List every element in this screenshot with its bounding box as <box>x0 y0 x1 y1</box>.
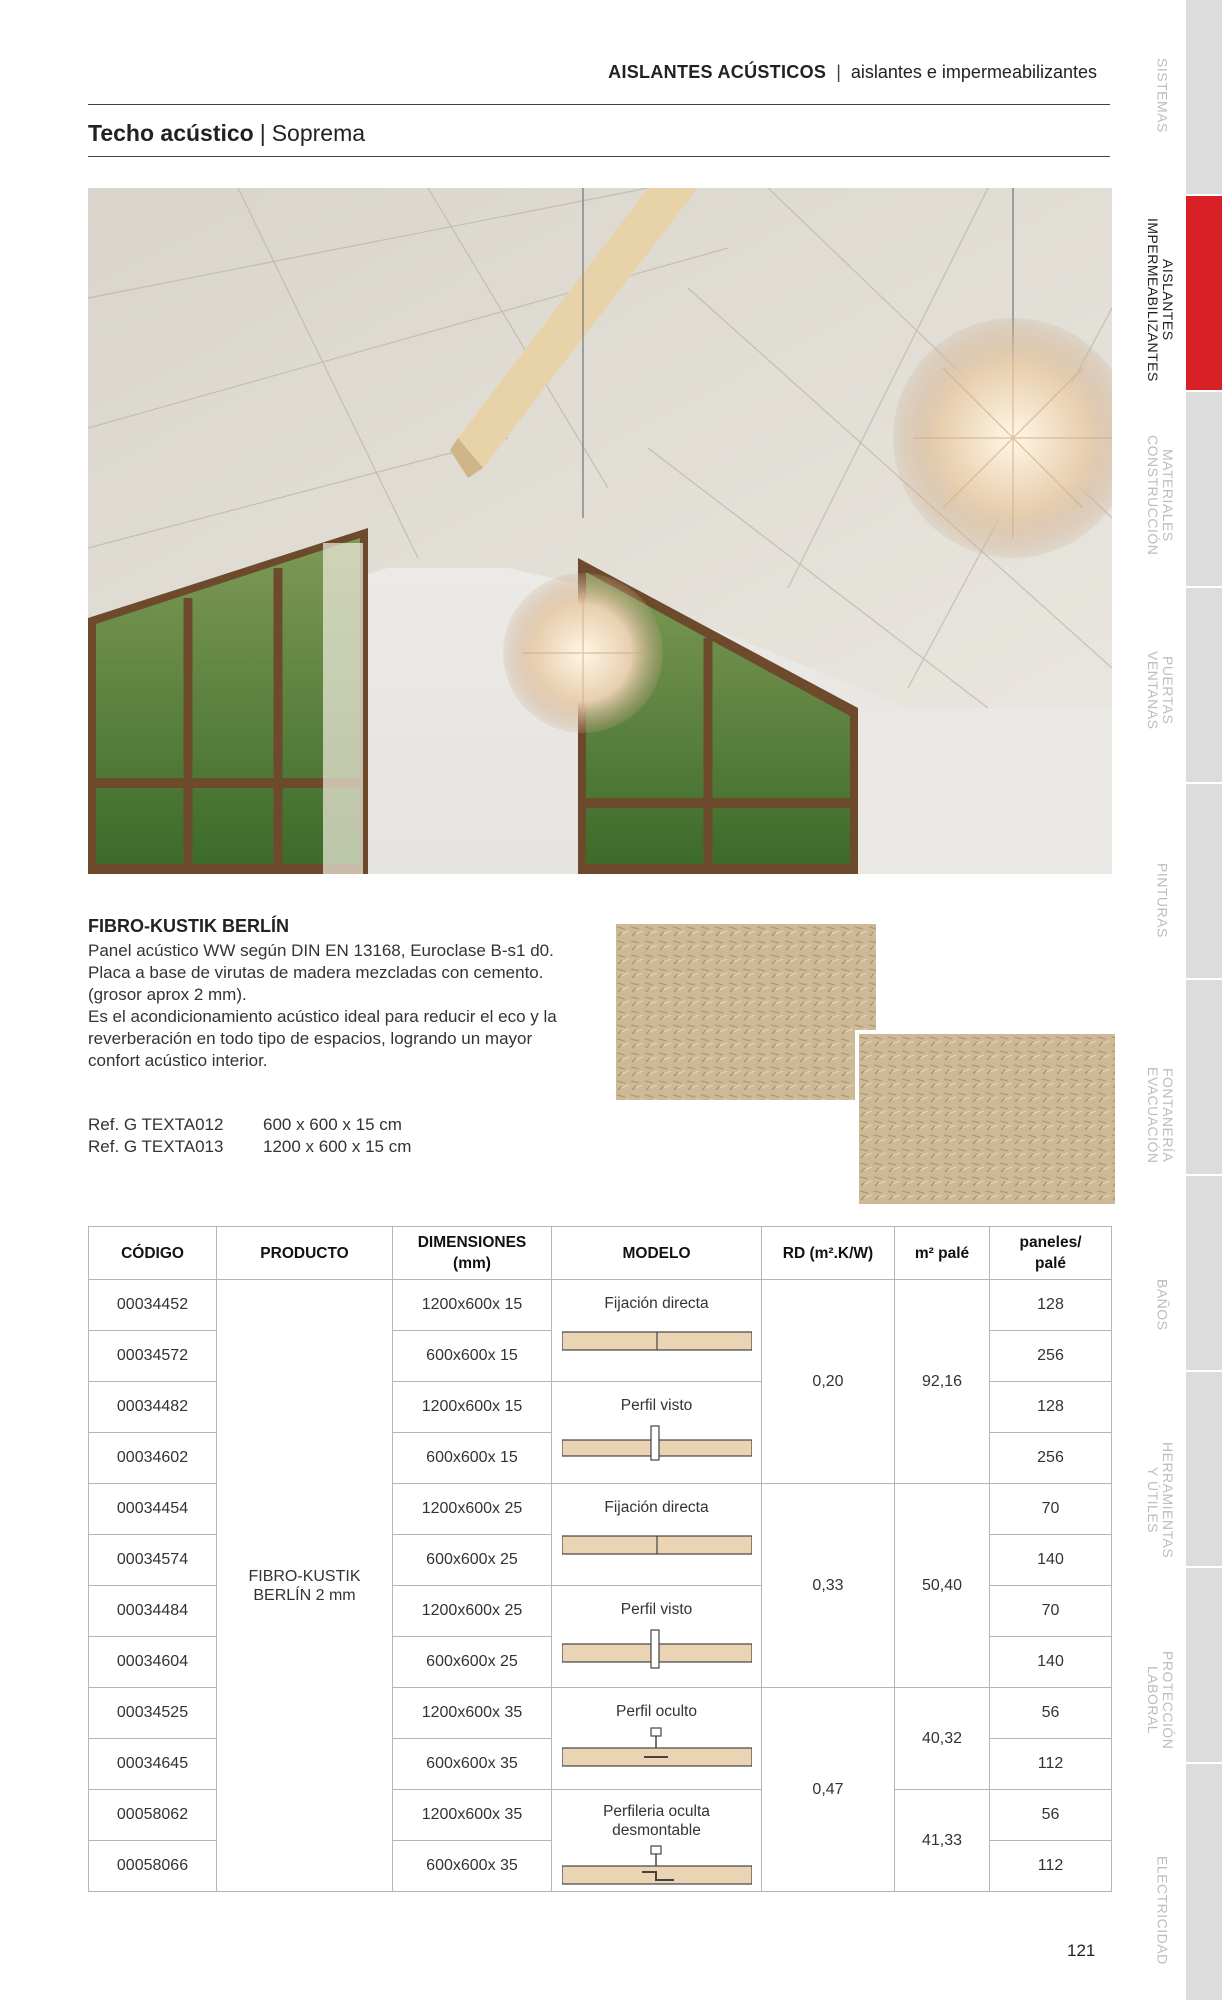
side-tab-materiales[interactable] <box>1186 392 1222 586</box>
model-cell-fijacion-directa <box>552 1484 762 1586</box>
code-cell: 00034484 <box>89 1586 217 1637</box>
rd-cell: 0,33 <box>762 1484 895 1688</box>
dims-cell: 1200x600x 25 <box>393 1586 552 1637</box>
title-divider <box>88 156 1110 157</box>
code-cell: 00058062 <box>89 1790 217 1841</box>
m2-cell: 50,40 <box>895 1484 990 1688</box>
side-label-herramientas[interactable]: HERRAMIENTAS Y ÚTILES <box>1145 1441 1176 1559</box>
model-cell-perfil-visto <box>552 1382 762 1484</box>
hero-room-image <box>88 188 1112 874</box>
side-label-electricidad[interactable]: ELECTRICIDAD <box>1154 1855 1171 1965</box>
side-tab-puertas[interactable] <box>1186 588 1222 782</box>
side-tab-electricidad[interactable] <box>1186 1764 1222 2000</box>
panels-cell: 128 <box>990 1280 1112 1331</box>
panels-cell: 256 <box>990 1433 1112 1484</box>
dims-cell: 1200x600x 35 <box>393 1790 552 1841</box>
panels-cell: 70 <box>990 1484 1112 1535</box>
separator: | <box>836 62 841 82</box>
side-tab-herramientas[interactable] <box>1186 1372 1222 1566</box>
model-cell-fijacion-directa <box>552 1280 762 1382</box>
perfil-visto-diagram <box>562 1626 752 1670</box>
dims-cell: 1200x600x 15 <box>393 1280 552 1331</box>
perfil-visto-diagram <box>562 1422 752 1462</box>
dims-cell: 1200x600x 35 <box>393 1688 552 1739</box>
panels-cell: 128 <box>990 1382 1112 1433</box>
header-m2-pale: m² palé <box>895 1227 990 1280</box>
model-label: Perfileria oculta desmontable <box>603 1803 710 1839</box>
dims-cell: 600x600x 25 <box>393 1535 552 1586</box>
texture-sample-image <box>855 1030 1115 1204</box>
side-label-proteccion[interactable]: PROTECCIÓN LABORAL <box>1145 1650 1176 1750</box>
section-title: AISLANTES ACÚSTICOS <box>608 62 827 82</box>
side-label-sistemas[interactable]: SISTEMAS <box>1154 57 1171 133</box>
ref-row: Ref. G TEXTA013 1200 x 600 x 15 cm <box>88 1137 412 1156</box>
dims-cell: 600x600x 35 <box>393 1739 552 1790</box>
code-cell: 00034574 <box>89 1535 217 1586</box>
header-modelo: MODELO <box>552 1227 762 1280</box>
texture-sample-image <box>616 924 876 1100</box>
dims-cell: 600x600x 15 <box>393 1433 552 1484</box>
panels-cell: 56 <box>990 1688 1112 1739</box>
side-tab-fontaneria[interactable] <box>1186 980 1222 1174</box>
model-cell-perfileria-desmontable <box>552 1790 762 1892</box>
description-line: Placa a base de virutas de madera mezcladas con cemento. (grosor aprox 2 mm). <box>88 963 544 1004</box>
page-title <box>88 120 365 147</box>
side-tab-proteccion[interactable] <box>1186 1568 1222 1762</box>
header-paneles-pale: paneles/ palé <box>990 1227 1112 1280</box>
model-cell-perfil-visto <box>552 1586 762 1688</box>
table-header-row <box>89 1227 1112 1280</box>
model-label: Perfil visto <box>620 1397 693 1414</box>
m2-cell: 92,16 <box>895 1280 990 1484</box>
dims-cell: 1200x600x 25 <box>393 1484 552 1535</box>
product-description <box>88 940 588 1072</box>
code-cell: 00034572 <box>89 1331 217 1382</box>
code-cell: 00034602 <box>89 1433 217 1484</box>
panels-cell: 56 <box>990 1790 1112 1841</box>
panels-cell: 112 <box>990 1739 1112 1790</box>
header-producto: PRODUCTO <box>217 1227 393 1280</box>
m2-cell: 41,33 <box>895 1790 990 1892</box>
code-cell: 00034604 <box>89 1637 217 1688</box>
model-label: Perfil visto <box>620 1601 693 1618</box>
model-label: Fijación directa <box>604 1295 709 1312</box>
side-label-aislantes[interactable]: AISLANTES IMPERMEABILIZANTES <box>1145 218 1176 382</box>
side-tab-pinturas[interactable] <box>1186 784 1222 978</box>
rd-cell: 0,20 <box>762 1280 895 1484</box>
product-cell: FIBRO-KUSTIK BERLÍN 2 mm <box>217 1280 393 1892</box>
side-label-banos[interactable]: BAÑOS <box>1154 1279 1171 1331</box>
code-cell: 00034645 <box>89 1739 217 1790</box>
fijacion-directa-diagram <box>562 1330 752 1352</box>
header-dimensiones: DIMENSIONES (mm) <box>393 1227 552 1280</box>
dims-cell: 600x600x 35 <box>393 1841 552 1892</box>
side-label-materiales[interactable]: MATERIALES CONSTRUCCIÓN <box>1145 434 1176 556</box>
separator: | <box>259 120 266 146</box>
section-subtitle: aislantes e impermeabilizantes <box>850 62 1097 82</box>
m2-cell: 40,32 <box>895 1688 990 1790</box>
panels-cell: 112 <box>990 1841 1112 1892</box>
product-refs <box>88 1114 411 1158</box>
panels-cell: 70 <box>990 1586 1112 1637</box>
perfileria-desmontable-diagram <box>562 1844 752 1890</box>
model-cell-perfil-oculto <box>552 1688 762 1790</box>
panels-cell: 140 <box>990 1637 1112 1688</box>
model-label: Fijación directa <box>604 1499 709 1516</box>
description-line: Panel acústico WW según DIN EN 13168, Euroclase B-s1 d0. <box>88 941 554 960</box>
side-tab-banos[interactable] <box>1186 1176 1222 1370</box>
side-tab-sistemas[interactable] <box>1186 0 1222 194</box>
rd-cell: 0,47 <box>762 1688 895 1892</box>
page-number: 121 <box>1067 1941 1096 1960</box>
fijacion-directa-diagram <box>562 1534 752 1556</box>
header-divider <box>88 104 1110 105</box>
header-rd: RD (m².K/W) <box>762 1227 895 1280</box>
side-label-fontaneria[interactable]: FONTANERÍA EVACUACIÓN <box>1145 1066 1176 1164</box>
code-cell: 00034525 <box>89 1688 217 1739</box>
table-row <box>89 1280 1112 1331</box>
dims-cell: 1200x600x 15 <box>393 1382 552 1433</box>
dims-cell: 600x600x 25 <box>393 1637 552 1688</box>
dims-cell: 600x600x 15 <box>393 1331 552 1382</box>
model-label: Perfil oculto <box>616 1703 697 1720</box>
side-tab-aislantes[interactable] <box>1186 196 1222 390</box>
side-label-puertas[interactable]: PUERTAS VENTANAS <box>1145 650 1176 730</box>
page-title-brand: Soprema <box>271 120 366 146</box>
panels-cell: 256 <box>990 1331 1112 1382</box>
section-header <box>608 62 1097 83</box>
perfil-oculto-diagram <box>562 1724 752 1770</box>
ref-row: Ref. G TEXTA012 600 x 600 x 15 cm <box>88 1115 402 1134</box>
side-label-pinturas[interactable]: PINTURAS <box>1154 862 1171 938</box>
code-cell: 00058066 <box>89 1841 217 1892</box>
product-name: FIBRO-KUSTIK BERLÍN <box>88 916 289 936</box>
specs-table <box>88 1226 1112 1892</box>
page-title-main: Techo acústico <box>88 120 254 146</box>
code-cell: 00034454 <box>89 1484 217 1535</box>
description-line: Es el acondicionamiento acústico ideal para reducir el eco y la reverberación en todo tipo de espacios, logrando un mayor confort acústico interior. <box>88 1007 557 1070</box>
code-cell: 00034482 <box>89 1382 217 1433</box>
panels-cell: 140 <box>990 1535 1112 1586</box>
header-codigo: CÓDIGO <box>89 1227 217 1280</box>
code-cell: 00034452 <box>89 1280 217 1331</box>
